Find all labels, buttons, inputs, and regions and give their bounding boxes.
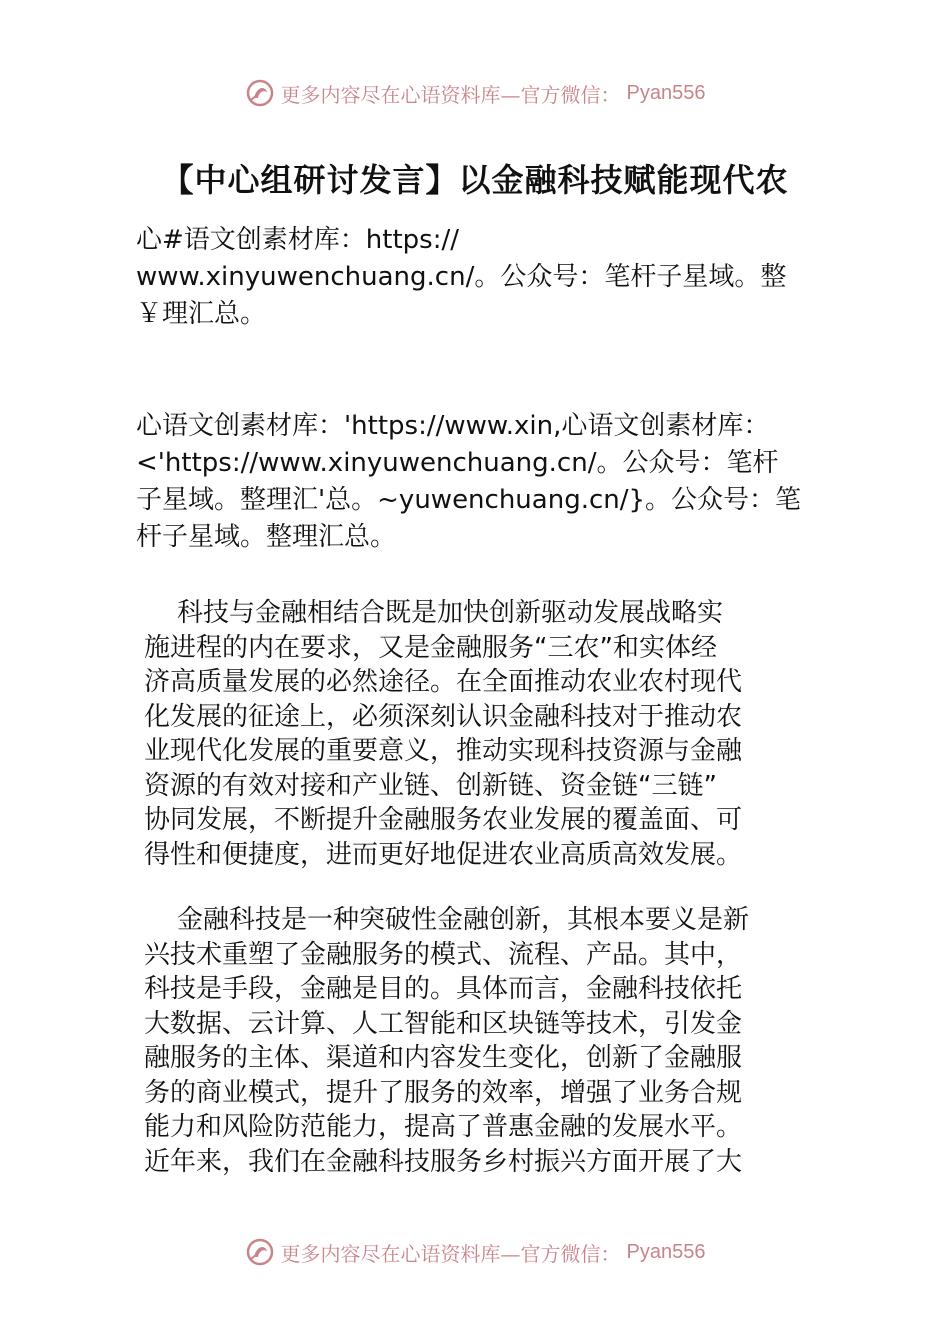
paragraph-line: 金融科技是一种突破性金融创新，其根本要义是新 [177,905,750,935]
paragraph-line: 科技是手段，金融是目的。具体而言，金融科技依托 [144,974,743,1004]
paragraph-line: 业现代化发展的重要意义，推动实现科技资源与金融 [144,736,743,766]
meta-line: <'https://www.xinyuwenchuang.cn/。公众号：笔杆 [136,448,779,478]
paragraph-line: 施进程的内在要求，又是金融服务“三农”和实体经 [144,632,717,663]
meta-line: 子星域。整理汇'总。~yuwenchuang.cn/}。公众号：笔 [136,485,802,515]
meta-block-2 [136,408,856,556]
paragraph-line: 兴技术重塑了金融服务的模式、流程、产品。其中， [144,939,743,970]
meta-block-1 [136,222,856,333]
paragraph-line: 能力和风险防范能力，提高了普惠金融的发展水平。 [144,1112,743,1142]
document-title: 【中心组研讨发言】以金融科技赋能现代农 [161,161,789,199]
banner-wechat-id: Pyan556 [626,1240,706,1263]
paragraph-line: 资源的有效对接和产业链、创新链、资金链“三链” [144,770,717,801]
paragraph-line: 化发展的征途上，必须深刻认识金融科技对于推动农 [144,701,743,732]
meta-line: ￥理汇总。 [136,299,267,329]
paragraph-line: 得性和便捷度，进而更好地促进农业高质高效发展。 [144,839,743,870]
meta-line: 杆子星域。整理汇总。 [136,522,397,552]
paragraph-line: 大数据、云计算、人工智能和区块链等技术，引发金 [144,1008,743,1039]
body-paragraph-2 [144,903,824,1179]
red-swirl-logo-icon [245,78,275,108]
banner-text: 更多内容尽在心语资料库—官方微信： [280,82,621,107]
banner-text: 更多内容尽在心语资料库—官方微信： [280,1241,621,1266]
meta-line: www.xinyuwenchuang.cn/。公众号：笔杆子星域。整 [136,262,787,292]
paragraph-line: 济高质量发展的必然途径。在全面推动农业农村现代 [144,667,743,697]
body-paragraph-1 [144,596,824,872]
paragraph-line: 科技与金融相结合既是加快创新驱动发展战略实 [177,598,724,628]
red-swirl-logo-icon [245,1237,275,1267]
banner-wechat-id: Pyan556 [626,81,706,104]
paragraph-line: 近年来，我们在金融科技服务乡村振兴方面开展了大 [144,1146,743,1177]
paragraph-line: 融服务的主体、渠道和内容发生变化，创新了金融服 [144,1043,743,1073]
header-banner [0,73,950,113]
meta-line: 心语文创素材库：'https://www.xin,心语文创素材库： [136,411,770,441]
meta-line: 心#语文创素材库：https:// [136,225,459,255]
footer-banner [0,1232,950,1272]
paragraph-line: 务的商业模式，提升了服务的效率，增强了业务合规 [144,1077,743,1108]
paragraph-line: 协同发展，不断提升金融服务农业发展的覆盖面、可 [144,805,743,835]
